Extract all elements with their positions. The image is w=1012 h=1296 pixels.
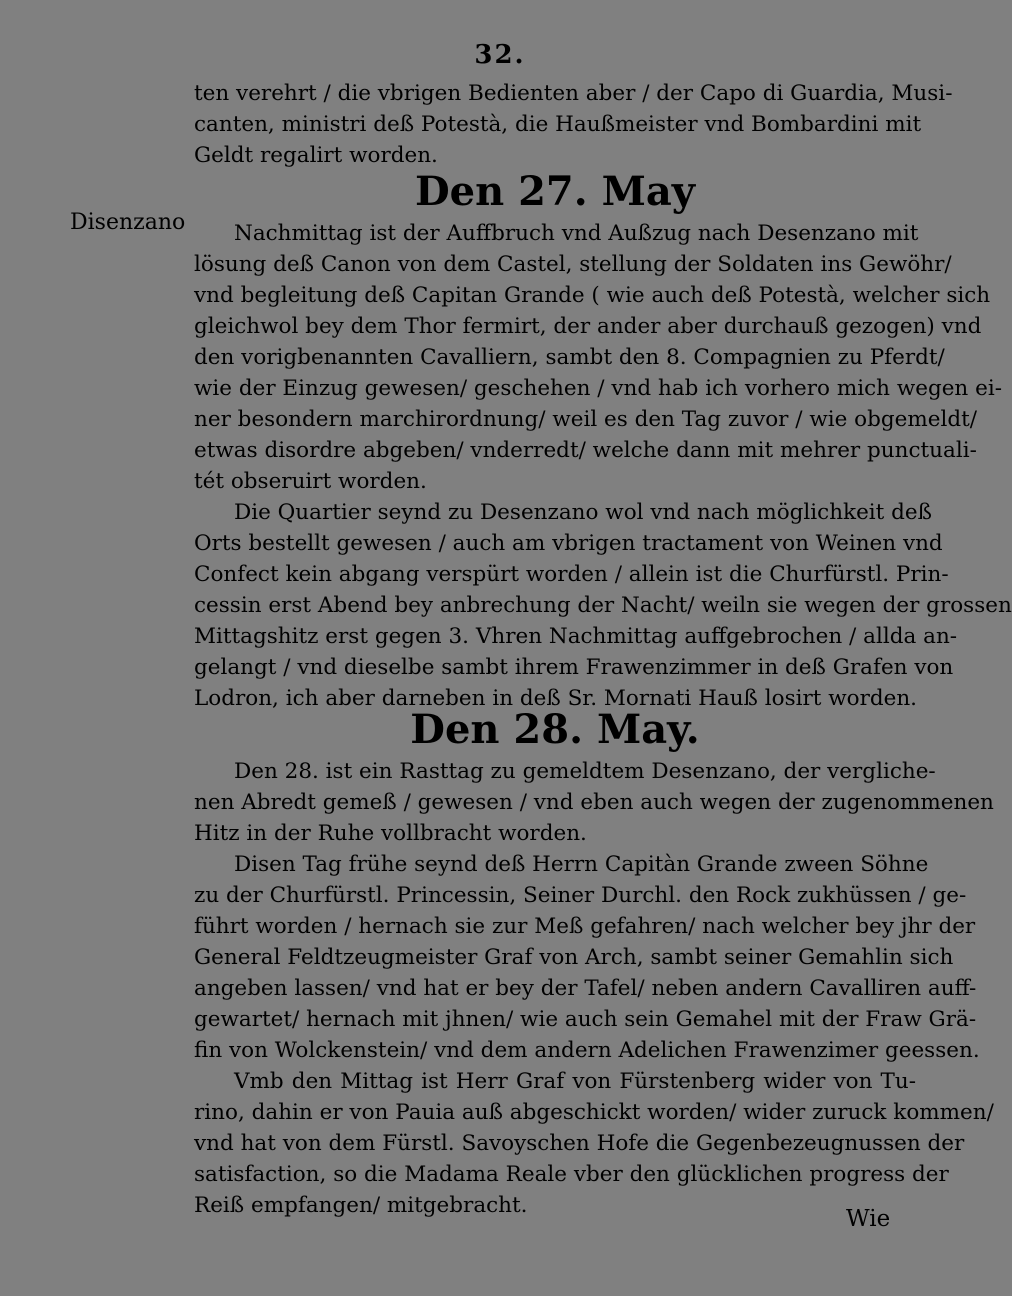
- text-line: nen Abredt gemeß / gewesen / vnd eben auch wegen der zugenommenen: [194, 790, 994, 815]
- text-line: Nachmittag ist der Auffbruch vnd Außzug nach Desenzano mit: [234, 221, 919, 246]
- text-line: satisfaction, so die Madama Reale vber den glücklichen progress der: [194, 1162, 949, 1187]
- text-line: gleichwol bey dem Thor fermirt, der ander aber durchauß gezogen) vnd: [194, 314, 982, 339]
- text-line: Lodron, ich aber darneben in deß Sr. Mornati Hauß losirt worden.: [194, 686, 918, 711]
- text-line: Disen Tag frühe seynd deß Herrn Capitàn Grande zween Söhne: [234, 852, 929, 877]
- text-line: angeben lassen/ vnd hat er bey der Tafel/ neben andern Cavalliren auff-: [194, 976, 977, 1001]
- text-line: Vmb den Mittag ist Herr Graf von Fürstenberg wider von Tu-: [234, 1069, 916, 1094]
- text-line: den vorigbenannten Cavalliern, sambt den 8. Compagnien zu Pferdt/: [194, 345, 945, 370]
- text-line: etwas disordre abgeben/ vnderredt/ welche dann mit mehrer punctuali-: [194, 438, 977, 463]
- heading-28-may: Den 28. May.: [410, 706, 700, 753]
- text-line: gewartet/ hernach mit jhnen/ wie auch sein Gemahel mit der Fraw Grä-: [194, 1007, 977, 1032]
- page-number: 32.: [474, 40, 526, 70]
- text-line: vnd hat von dem Fürstl. Savoyschen Hofe die Gegenbezeugnussen der: [194, 1131, 965, 1156]
- text-line: canten, ministri deß Potestà, die Haußmeister vnd Bombardini mit: [194, 112, 922, 137]
- catchword: Wie: [846, 1206, 891, 1232]
- text-line: Confect kein abgang verspürt worden / allein ist die Churfürstl. Prin-: [194, 562, 949, 587]
- text-line: Reiß empfangen/ mitgebracht.: [194, 1193, 528, 1218]
- text-line: General Feldtzeugmeister Graf von Arch, sambt seiner Gemahlin sich: [194, 945, 954, 970]
- text-line: Die Quartier seynd zu Desenzano wol vnd nach möglichkeit deß: [234, 500, 933, 525]
- text-line: zu der Churfürstl. Princessin, Seiner Durchl. den Rock zukhüssen / ge-: [194, 883, 967, 908]
- text-line: fin von Wolckenstein/ vnd dem andern Adelichen Frawenzimer geessen.: [194, 1038, 980, 1063]
- text-line: führt worden / hernach sie zur Meß gefahren/ nach welcher bey jhr der: [194, 914, 976, 939]
- text-block-2: [194, 218, 1012, 714]
- text-line: vnd begleitung deß Capitan Grande ( wie auch deß Potestà, welcher sich: [194, 283, 991, 308]
- text-line: cessin erst Abend bey anbrechung der Nacht/ weiln sie wegen der grossen: [194, 593, 1012, 618]
- text-line: ten verehrt / die vbrigen Bedienten aber / der Capo di Guardia, Musi-: [194, 81, 953, 106]
- text-line: Mittagshitz erst gegen 3. Vhren Nachmittag auffgebrochen / allda an-: [194, 624, 958, 649]
- text-line: gelangt / vnd dieselbe sambt ihrem Frawenzimmer in deß Grafen von: [194, 655, 954, 680]
- text-block-3: [194, 756, 994, 1221]
- text-line: Den 28. ist ein Rasttag zu gemeldtem Desenzano, der vergliche-: [234, 759, 936, 784]
- text-line: Hitz in der Ruhe vollbracht worden.: [194, 821, 587, 846]
- text-block-1: [194, 78, 953, 171]
- text-line: wie der Einzug gewesen/ geschehen / vnd hab ich vorhero mich wegen ei-: [194, 376, 1002, 401]
- margin-note: Disenzano: [70, 210, 186, 235]
- text-line: lösung deß Canon von dem Castel, stellung der Soldaten ins Gewöhr/: [194, 252, 952, 277]
- text-line: ner besondern marchirordnung/ weil es den Tag zuvor / wie obgemeldt/: [194, 407, 978, 432]
- text-line: rino, dahin er von Pauia auß abgeschickt worden/ wider zuruck kommen/: [194, 1100, 994, 1125]
- text-line: Orts bestellt gewesen / auch am vbrigen tractament von Weinen vnd: [194, 531, 943, 556]
- text-line: Geldt regalirt worden.: [194, 143, 438, 168]
- heading-27-may: Den 27. May: [414, 168, 696, 215]
- text-line: tét obseruirt worden.: [194, 469, 427, 494]
